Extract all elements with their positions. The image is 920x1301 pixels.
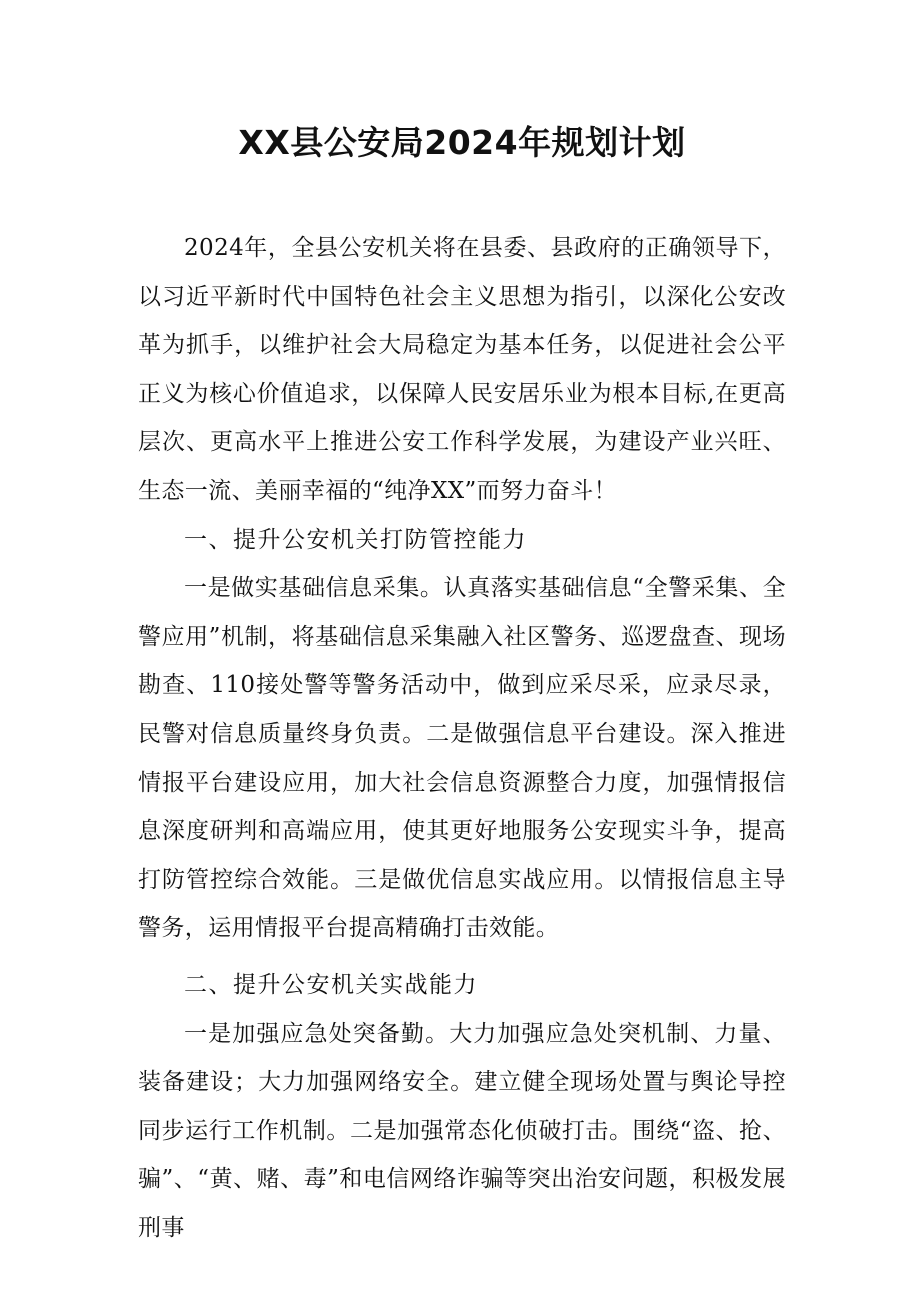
document-title: XX县公安局2024年规划计划 (238, 123, 686, 162)
section-heading-2: 二、提升公安机关实战能力 (184, 971, 478, 998)
intro-paragraph: 2024年，全县公安机关将在县委、县政府的正确领导下，以习近平新时代中国特色社会主义思想为指引，以深化公安改革为抓手，以维护社会大局稳定为基本任务，以促进社会公平正义为核心价值追求，以保障人民安居乐业为根本目标,在更高层次、更高水平上推进公安工作科学发展，为建设产业兴旺、生态一流、美丽幸福的“纯净XX”而努力奋斗！ (138, 235, 786, 504)
section-heading-1: 一、提升公安机关打防管控能力 (184, 526, 527, 553)
section-1-paragraph: 一是做实基础信息采集。认真落实基础信息“全警采集、全警应用”机制，将基础信息采集融入社区警务、巡逻盘查、现场勘查、110接处警等警务活动中，做到应采尽采，应录尽录，民警对信息质量终身负责。二是做强信息平台建设。深入推进情报平台建设应用，加大社会信息资源整合力度，加强情报信息深度研判和高端应用，使其更好地服务公安现实斗争，提高打防管控综合效能。三是做优信息实战应用。以情报信息主导警务，运用情报平台提高精确打击效能。 (138, 575, 786, 942)
document-body (138, 224, 786, 1252)
section-2-paragraph: 一是加强应急处突备勤。大力加强应急处突机制、力量、装备建设；大力加强网络安全。建立健全现场处置与舆论导控同步运行工作机制。二是加强常态化侦破打击。围绕“盗、抢、骗”、“黄、赌、毒”和电信网络诈骗等突出治安问题，积极发展刑事 (138, 1020, 786, 1241)
